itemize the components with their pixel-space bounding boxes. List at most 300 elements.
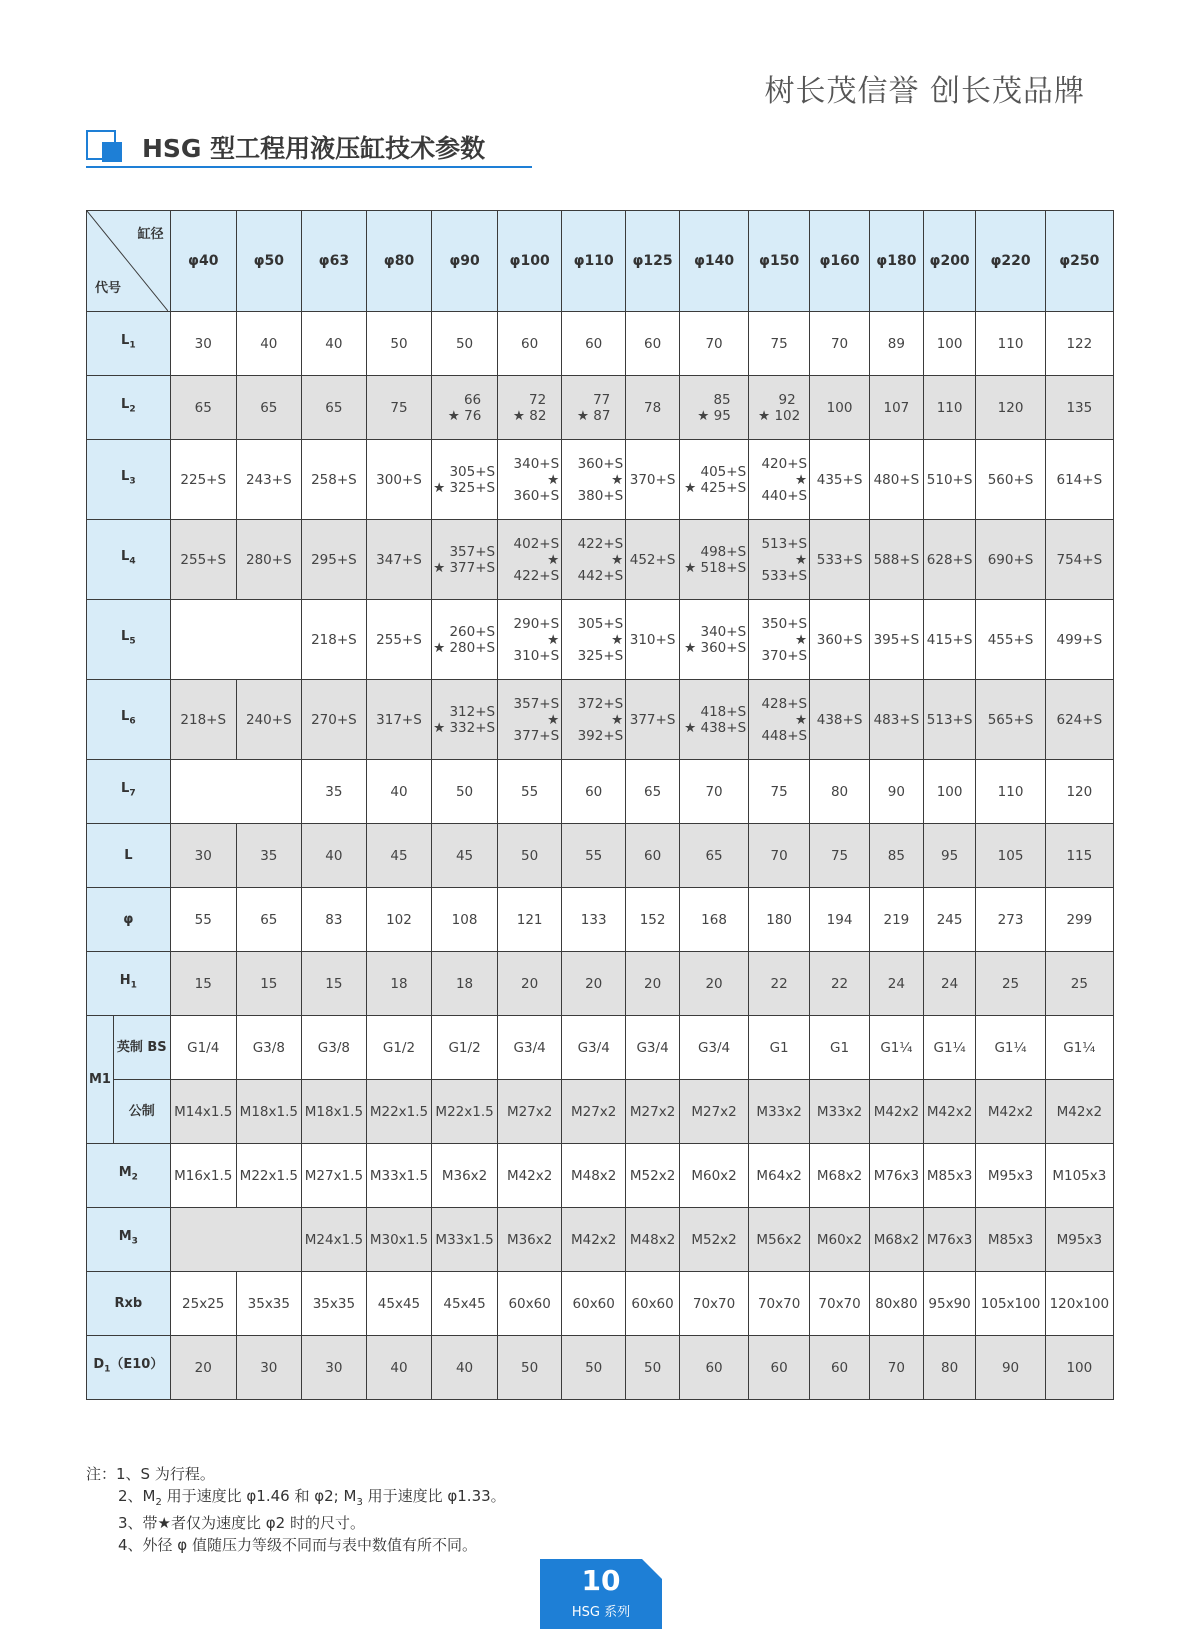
table-cell: 72 ★ 82 xyxy=(498,376,562,440)
table-cell: 15 xyxy=(170,952,236,1016)
table-cell: M64x2 xyxy=(749,1144,810,1208)
table-cell: 80x80 xyxy=(870,1272,924,1336)
table-cell: G1 xyxy=(749,1016,810,1080)
col-header: φ90 xyxy=(432,211,498,312)
table-cell: 20 xyxy=(170,1336,236,1400)
section-title-bar xyxy=(86,128,532,168)
table-row xyxy=(87,1208,1114,1272)
row-label: $L_2$ xyxy=(87,376,171,440)
table-cell: 65 xyxy=(236,888,301,952)
table-cell: 60 xyxy=(626,824,680,888)
table-cell: M36x2 xyxy=(432,1144,498,1208)
table-row xyxy=(87,1144,1114,1208)
table-cell: 40 xyxy=(432,1336,498,1400)
table-row xyxy=(87,520,1114,600)
note-4: 4、外径 φ 值随压力等级不同而与表中数值有所不同。 xyxy=(118,1535,477,1554)
table-cell: 35 xyxy=(236,824,301,888)
table-row xyxy=(87,1016,1114,1080)
table-cell: 310+S xyxy=(626,600,680,680)
table-cell: 65 xyxy=(626,760,680,824)
table-cell: 122 xyxy=(1045,312,1113,376)
table-cell: G1/4 xyxy=(170,1016,236,1080)
corner-code-label: 代号 xyxy=(95,281,122,296)
col-header: φ160 xyxy=(810,211,870,312)
table-cell: 95x90 xyxy=(923,1272,976,1336)
col-header: φ250 xyxy=(1045,211,1113,312)
table-cell: 110 xyxy=(976,760,1045,824)
table-cell: 35x35 xyxy=(236,1272,301,1336)
table-cell: M27x1.5 xyxy=(301,1144,366,1208)
table-cell: 110 xyxy=(976,312,1045,376)
table-cell: 83 xyxy=(301,888,366,952)
table-cell: G1¼ xyxy=(1045,1016,1113,1080)
col-header: φ220 xyxy=(976,211,1045,312)
table-cell: M48x2 xyxy=(626,1208,680,1272)
table-cell: M76x3 xyxy=(870,1144,924,1208)
row-label: $L_6$ xyxy=(87,680,171,760)
table-cell: 35 xyxy=(301,760,366,824)
table-cell: 243+S xyxy=(236,440,301,520)
table-cell: 438+S xyxy=(810,680,870,760)
table-cell: 60 xyxy=(626,312,680,376)
row-label: $L_7$ xyxy=(87,760,171,824)
note-3: 3、带★者仅为速度比 φ2 时的尺寸。 xyxy=(118,1514,365,1532)
col-header: φ200 xyxy=(923,211,976,312)
table-row xyxy=(87,312,1114,376)
note-1: 注：1、S 为行程。 xyxy=(86,1465,215,1483)
table-cell: M42x2 xyxy=(498,1144,562,1208)
table-cell: 100 xyxy=(1045,1336,1113,1400)
table-cell: 25 xyxy=(1045,952,1113,1016)
table-cell: 92 ★ 102 xyxy=(749,376,810,440)
table-cell: 628+S xyxy=(923,520,976,600)
table-cell: 395+S xyxy=(870,600,924,680)
row-label: $D_1(E10)$ xyxy=(87,1336,171,1400)
table-cell: 100 xyxy=(923,760,976,824)
table-cell: 624+S xyxy=(1045,680,1113,760)
table-cell: 25 xyxy=(976,952,1045,1016)
table-cell: M36x2 xyxy=(498,1208,562,1272)
table-cell: 452+S xyxy=(626,520,680,600)
table-cell: 107 xyxy=(870,376,924,440)
table-cell: G3/4 xyxy=(679,1016,748,1080)
table-cell: 70 xyxy=(679,760,748,824)
table-cell: M18x1.5 xyxy=(301,1080,366,1144)
table-cell: 498+S ★ 518+S xyxy=(679,520,748,600)
table-cell: 70x70 xyxy=(749,1272,810,1336)
table-cell: 20 xyxy=(498,952,562,1016)
table-cell: 18 xyxy=(366,952,431,1016)
table-cell: 428+S ★ 448+S xyxy=(749,680,810,760)
table-cell: 102 xyxy=(366,888,431,952)
table-cell: 50 xyxy=(562,1336,626,1400)
table-cell: M33x1.5 xyxy=(432,1208,498,1272)
table-row xyxy=(87,600,1114,680)
notes xyxy=(86,1464,506,1556)
table-cell: 15 xyxy=(236,952,301,1016)
table-cell: 418+S ★ 438+S xyxy=(679,680,748,760)
table-cell: M42x2 xyxy=(923,1080,976,1144)
table-cell: 194 xyxy=(810,888,870,952)
table-cell: 120x100 xyxy=(1045,1272,1113,1336)
table-cell: 60x60 xyxy=(562,1272,626,1336)
table-cell: M85x3 xyxy=(923,1144,976,1208)
table-cell: 120 xyxy=(1045,760,1113,824)
table-cell: 30 xyxy=(170,312,236,376)
table-cell: 180 xyxy=(749,888,810,952)
table-cell: 133 xyxy=(562,888,626,952)
table-cell: M105x3 xyxy=(1045,1144,1113,1208)
row-label: $L_3$ xyxy=(87,440,171,520)
table-cell: 588+S xyxy=(870,520,924,600)
table-cell: 78 xyxy=(626,376,680,440)
table-cell: G3/4 xyxy=(498,1016,562,1080)
table-cell: 110 xyxy=(923,376,976,440)
table-cell: 70 xyxy=(870,1336,924,1400)
row-label: $L_4$ xyxy=(87,520,171,600)
table-cell: 290+S ★ 310+S xyxy=(498,600,562,680)
table-cell: 30 xyxy=(236,1336,301,1400)
table-cell: 218+S xyxy=(170,680,236,760)
row-label: φ xyxy=(87,888,171,952)
table-cell: 168 xyxy=(679,888,748,952)
table-cell: G1¼ xyxy=(976,1016,1045,1080)
table-cell: M27x2 xyxy=(626,1080,680,1144)
table-cell: 75 xyxy=(366,376,431,440)
table-cell: 30 xyxy=(301,1336,366,1400)
table-row xyxy=(87,440,1114,520)
table-cell: G3/4 xyxy=(626,1016,680,1080)
table-cell: M60x2 xyxy=(679,1144,748,1208)
table-cell: G3/4 xyxy=(562,1016,626,1080)
table-cell: 70x70 xyxy=(679,1272,748,1336)
table-cell: G3/8 xyxy=(301,1016,366,1080)
table-cell: 90 xyxy=(976,1336,1045,1400)
col-header: φ40 xyxy=(170,211,236,312)
table-cell: 45 xyxy=(366,824,431,888)
table-cell: 80 xyxy=(923,1336,976,1400)
table-cell: 90 xyxy=(870,760,924,824)
table-cell: 513+S xyxy=(923,680,976,760)
table-cell: 280+S xyxy=(236,520,301,600)
table-cell: M42x2 xyxy=(1045,1080,1113,1144)
table-cell: 40 xyxy=(366,1336,431,1400)
table-cell: 105 xyxy=(976,824,1045,888)
empty-cell xyxy=(170,760,301,824)
row-label: Rxb xyxy=(87,1272,171,1336)
table-cell: 273 xyxy=(976,888,1045,952)
table-cell: G1/2 xyxy=(366,1016,431,1080)
table-cell: 95 xyxy=(923,824,976,888)
table-cell: M14x1.5 xyxy=(170,1080,236,1144)
note-2: 2、$M_2$ 用于速度比 φ1.46 和 φ2; $M_3$ 用于速度比 φ1.33。 xyxy=(118,1486,506,1508)
table-cell: M76x3 xyxy=(923,1208,976,1272)
table-cell: M48x2 xyxy=(562,1144,626,1208)
table-row xyxy=(87,952,1114,1016)
table-cell: 15 xyxy=(301,952,366,1016)
table-cell: 22 xyxy=(810,952,870,1016)
table-row xyxy=(87,1080,1114,1144)
table-cell: 422+S ★ 442+S xyxy=(562,520,626,600)
table-cell: 260+S ★ 280+S xyxy=(432,600,498,680)
table-cell: 60 xyxy=(749,1336,810,1400)
table-cell: 50 xyxy=(498,824,562,888)
table-cell: M56x2 xyxy=(749,1208,810,1272)
table-cell: M95x3 xyxy=(1045,1208,1113,1272)
section-square-icon xyxy=(86,130,122,162)
table-cell: 218+S xyxy=(301,600,366,680)
table-cell: 45x45 xyxy=(366,1272,431,1336)
table-cell: 240+S xyxy=(236,680,301,760)
col-header: φ180 xyxy=(870,211,924,312)
table-cell: 22 xyxy=(749,952,810,1016)
table-row xyxy=(87,760,1114,824)
table-cell: 360+S xyxy=(810,600,870,680)
spec-table xyxy=(86,210,1114,1400)
table-cell: 614+S xyxy=(1045,440,1113,520)
table-cell: M33x2 xyxy=(810,1080,870,1144)
row-label: $L_1$ xyxy=(87,312,171,376)
table-cell: 24 xyxy=(870,952,924,1016)
table-cell: 245 xyxy=(923,888,976,952)
table-cell: M60x2 xyxy=(810,1208,870,1272)
table-cell: 255+S xyxy=(366,600,431,680)
table-cell: 24 xyxy=(923,952,976,1016)
table-cell: 80 xyxy=(810,760,870,824)
table-cell: 115 xyxy=(1045,824,1113,888)
table-cell: 60 xyxy=(810,1336,870,1400)
row-label: 英制 BS xyxy=(113,1016,170,1080)
table-cell: M42x2 xyxy=(562,1208,626,1272)
table-cell: 360+S ★ 380+S xyxy=(562,440,626,520)
row-group-label: M1 xyxy=(87,1016,114,1144)
table-cell: M33x1.5 xyxy=(366,1144,431,1208)
col-header: φ63 xyxy=(301,211,366,312)
table-cell: M85x3 xyxy=(976,1208,1045,1272)
table-cell: 65 xyxy=(236,376,301,440)
table-cell: 121 xyxy=(498,888,562,952)
empty-cell xyxy=(170,600,301,680)
col-header: φ100 xyxy=(498,211,562,312)
table-cell: M24x1.5 xyxy=(301,1208,366,1272)
corner-cell xyxy=(87,211,171,312)
table-cell: 75 xyxy=(810,824,870,888)
table-cell: 60x60 xyxy=(626,1272,680,1336)
table-cell: 565+S xyxy=(976,680,1045,760)
table-cell: 65 xyxy=(679,824,748,888)
table-cell: 75 xyxy=(749,760,810,824)
row-label: L xyxy=(87,824,171,888)
table-cell: 305+S ★ 325+S xyxy=(432,440,498,520)
col-header: φ125 xyxy=(626,211,680,312)
table-cell: 372+S ★ 392+S xyxy=(562,680,626,760)
table-cell: G1¼ xyxy=(870,1016,924,1080)
table-cell: 560+S xyxy=(976,440,1045,520)
table-cell: 77 ★ 87 xyxy=(562,376,626,440)
table-cell: 305+S ★ 325+S xyxy=(562,600,626,680)
table-cell: G3/8 xyxy=(236,1016,301,1080)
table-cell: 50 xyxy=(498,1336,562,1400)
table-cell: 105x100 xyxy=(976,1272,1045,1336)
table-cell: 295+S xyxy=(301,520,366,600)
table-cell: 18 xyxy=(432,952,498,1016)
page-number: 10 xyxy=(581,1564,621,1597)
table-cell: 55 xyxy=(170,888,236,952)
series-label: HSG 系列 xyxy=(571,1605,631,1620)
table-cell: G1¼ xyxy=(923,1016,976,1080)
row-label: $M_2$ xyxy=(87,1144,171,1208)
table-cell: 499+S xyxy=(1045,600,1113,680)
table-cell: 317+S xyxy=(366,680,431,760)
table-cell: M95x3 xyxy=(976,1144,1045,1208)
col-header: φ110 xyxy=(562,211,626,312)
table-cell: 20 xyxy=(679,952,748,1016)
table-cell: 35x35 xyxy=(301,1272,366,1336)
table-cell: 65 xyxy=(170,376,236,440)
table-cell: 152 xyxy=(626,888,680,952)
table-cell: M42x2 xyxy=(870,1080,924,1144)
table-cell: 300+S xyxy=(366,440,431,520)
section-title: HSG 型工程用液压缸技术参数 xyxy=(142,134,486,163)
table-cell: 415+S xyxy=(923,600,976,680)
table-cell: 754+S xyxy=(1045,520,1113,600)
table-cell: M22x1.5 xyxy=(236,1144,301,1208)
table-cell: M30x1.5 xyxy=(366,1208,431,1272)
table-cell: 50 xyxy=(366,312,431,376)
table-cell: 60 xyxy=(562,312,626,376)
table-row xyxy=(87,680,1114,760)
col-header: φ50 xyxy=(236,211,301,312)
table-cell: 350+S ★ 370+S xyxy=(749,600,810,680)
table-cell: 219 xyxy=(870,888,924,952)
row-label: 公制 xyxy=(113,1080,170,1144)
header-row xyxy=(87,211,1114,312)
table-cell: 510+S xyxy=(923,440,976,520)
table-cell: M27x2 xyxy=(562,1080,626,1144)
table-cell: 455+S xyxy=(976,600,1045,680)
table-row xyxy=(87,1272,1114,1336)
table-cell: 258+S xyxy=(301,440,366,520)
table-cell: 40 xyxy=(236,312,301,376)
page-badge xyxy=(540,1559,662,1629)
table-cell: 25x25 xyxy=(170,1272,236,1336)
table-cell: 70x70 xyxy=(810,1272,870,1336)
table-row xyxy=(87,1336,1114,1400)
table-cell: 347+S xyxy=(366,520,431,600)
table-cell: 255+S xyxy=(170,520,236,600)
table-cell: 420+S ★ 440+S xyxy=(749,440,810,520)
table-cell: 480+S xyxy=(870,440,924,520)
table-cell: 377+S xyxy=(626,680,680,760)
table-cell: 55 xyxy=(562,824,626,888)
table-cell: 20 xyxy=(562,952,626,1016)
table-cell: 50 xyxy=(626,1336,680,1400)
row-label: $M_3$ xyxy=(87,1208,171,1272)
table-cell: 45 xyxy=(432,824,498,888)
table-cell: M52x2 xyxy=(679,1208,748,1272)
table-cell: M16x1.5 xyxy=(170,1144,236,1208)
table-cell: M27x2 xyxy=(679,1080,748,1144)
table-cell: 60 xyxy=(679,1336,748,1400)
table-cell: 100 xyxy=(923,312,976,376)
table-cell: 513+S ★ 533+S xyxy=(749,520,810,600)
table-cell: 533+S xyxy=(810,520,870,600)
table-cell: 370+S xyxy=(626,440,680,520)
table-cell: 270+S xyxy=(301,680,366,760)
table-cell: 85 ★ 95 xyxy=(679,376,748,440)
row-label: $H_1$ xyxy=(87,952,171,1016)
table-cell: 30 xyxy=(170,824,236,888)
table-cell: 108 xyxy=(432,888,498,952)
col-header: φ80 xyxy=(366,211,431,312)
table-row xyxy=(87,376,1114,440)
table-cell: 402+S ★ 422+S xyxy=(498,520,562,600)
table-cell: 100 xyxy=(810,376,870,440)
table-cell: G1 xyxy=(810,1016,870,1080)
table-cell: 405+S ★ 425+S xyxy=(679,440,748,520)
table-cell: M68x2 xyxy=(810,1144,870,1208)
table-cell: 60 xyxy=(498,312,562,376)
table-cell: M18x1.5 xyxy=(236,1080,301,1144)
table-row xyxy=(87,888,1114,952)
table-cell: G1/2 xyxy=(432,1016,498,1080)
table-cell: 70 xyxy=(679,312,748,376)
table-cell: 483+S xyxy=(870,680,924,760)
table-cell: 40 xyxy=(366,760,431,824)
table-cell: 55 xyxy=(498,760,562,824)
table-cell: 40 xyxy=(301,824,366,888)
table-cell: 357+S ★ 377+S xyxy=(498,680,562,760)
table-cell: 135 xyxy=(1045,376,1113,440)
table-cell: 20 xyxy=(626,952,680,1016)
table-row xyxy=(87,824,1114,888)
table-cell: 50 xyxy=(432,312,498,376)
table-cell: 312+S ★ 332+S xyxy=(432,680,498,760)
table-cell: 40 xyxy=(301,312,366,376)
table-cell: 120 xyxy=(976,376,1045,440)
table-cell: 340+S ★ 360+S xyxy=(679,600,748,680)
table-cell: M42x2 xyxy=(976,1080,1045,1144)
table-cell: 50 xyxy=(432,760,498,824)
table-cell: 225+S xyxy=(170,440,236,520)
table-cell: M33x2 xyxy=(749,1080,810,1144)
table-cell: 45x45 xyxy=(432,1272,498,1336)
corner-bore-label: 缸径 xyxy=(137,227,164,242)
table-cell: 75 xyxy=(749,312,810,376)
table-cell: 70 xyxy=(749,824,810,888)
table-cell: M52x2 xyxy=(626,1144,680,1208)
table-cell: 299 xyxy=(1045,888,1113,952)
col-header: φ140 xyxy=(679,211,748,312)
table-cell: 435+S xyxy=(810,440,870,520)
table-cell: 65 xyxy=(301,376,366,440)
col-header: φ150 xyxy=(749,211,810,312)
table-cell: 60x60 xyxy=(498,1272,562,1336)
table-cell: 85 xyxy=(870,824,924,888)
table-cell: 70 xyxy=(810,312,870,376)
empty-cell xyxy=(170,1208,301,1272)
table-cell: M22x1.5 xyxy=(432,1080,498,1144)
table-cell: 357+S ★ 377+S xyxy=(432,520,498,600)
slogan: 树长茂信誉 创长茂品牌 xyxy=(764,74,1085,109)
table-cell: 60 xyxy=(562,760,626,824)
table-cell: M27x2 xyxy=(498,1080,562,1144)
row-label: $L_5$ xyxy=(87,600,171,680)
table-cell: M68x2 xyxy=(870,1208,924,1272)
table-cell: 66 ★ 76 xyxy=(432,376,498,440)
table-cell: 340+S ★ 360+S xyxy=(498,440,562,520)
table-cell: M22x1.5 xyxy=(366,1080,431,1144)
